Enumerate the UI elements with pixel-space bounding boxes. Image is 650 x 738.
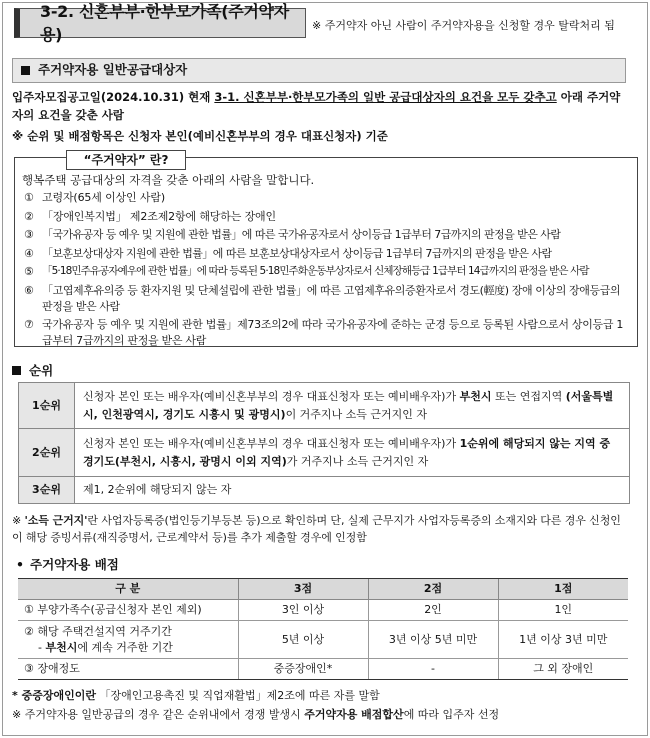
subsection-bar [12,58,626,83]
intro-text-a: 입주자모집공고일(2024.10.31) 현재 [12,90,215,104]
rank-cell: 3순위 [19,477,75,504]
item-text: 「국가유공자 등 예우 및 지원에 관한 법률」에 따른 국가유공자로서 상이등급 1급부터 7급까지의 판정을 받은 사람 [42,228,561,242]
desc-bold: (서울특별시, 인천광역시, 경기도 시흥시 및 광명시) [83,389,614,421]
score-cell: 3인 이상 [238,600,368,621]
item-number: ⑦ [24,318,34,332]
rank-cell: 2순위 [19,429,75,477]
score-cell: 1년 이상 3년 미만 [498,621,628,659]
scoring-title: • 주거약자용 배점 [16,557,119,572]
row-label: ③ 장애정도 [18,659,238,680]
table-header-row [18,579,628,600]
item-number: ⑥ [24,284,34,298]
column-header: 3점 [238,579,368,600]
title-note: ※ 주거약자 아닌 사람이 주거약자용을 신청할 경우 탈락처리 됨 [312,19,615,32]
table-row [18,621,628,659]
definition-label: “주거약자” 란? [66,150,186,170]
item-number: ⑤ [24,265,34,279]
item-text: 「5·18민주유공자예우에 관한 법률」에 따라 등록된 5·18민주화운동부상자로서 신체장해등급 1급부터 14급까지의 판정을 받은 사람 [42,265,589,278]
list-item [24,227,630,243]
intro-text-underlined: 3-1. 신혼부부·한부모가족의 일반 공급대상자의 요건을 모두 갖추고 [214,90,557,104]
footnote-text: 「장애인고용촉진 및 직업재활법」제2조에 따른 자를 말함 [95,689,380,702]
list-item [24,317,630,348]
footnote-selection [12,707,499,723]
section-title-box [14,1,306,44]
footnote-text: ※ 주거약자용 일반공급의 경우 같은 순위내에서 경쟁 발생시 [12,708,305,721]
score-cell: - [368,659,498,680]
score-cell: 1인 [498,600,628,621]
rank-description [75,383,630,429]
ranking-table [18,382,630,504]
row-label-sub [24,640,232,656]
table-row [18,659,628,680]
desc-bold: 1순위에 해당되지 않는 지역 중 경기도(부천시, 시흥시, 광명시 이외 지역) [83,436,611,468]
footnote-bold: * 중증장애인이란 [12,689,96,702]
column-header: 2점 [368,579,498,600]
section-title: 3-2. 신혼부부·한부모가족(주거약자용) [40,1,289,44]
table-row [19,383,630,429]
row-label: ① 부양가족수(공급신청자 본인 제외) [18,600,238,621]
row-label [18,621,238,659]
note-bold-term: '소득 근거지' [24,514,88,527]
desc-text: 또는 연접지역 [491,389,566,403]
table-row [19,477,630,504]
square-bullet-icon [12,366,21,375]
scoring-title-text: 주거약자용 배점 [30,557,119,572]
score-cell: 5년 이상 [238,621,368,659]
desc-text: 신청자 본인 또는 배우자(예비신혼부부의 경우 대표신청자 또는 예비배우자)가 [83,436,460,450]
score-cell: 2인 [368,600,498,621]
item-text: 「고엽제후유의증 등 환자지원 및 단체설립에 관한 법률」에 따른 고엽제후유의증환자로서 경도(輕度) 장애 이상의 장애등급의 판정을 받은 사람 [42,284,621,313]
footnote-bold: 주거약자용 배점합산 [304,708,404,721]
list-item [24,283,630,314]
list-item [24,190,630,206]
list-item [24,264,630,280]
rank-description: 제1, 2순위에 해당되지 않는 자 [75,477,630,504]
intro-text-c: 아래 주거약자의 요건을 갖춘 사람 [12,90,621,123]
criteria-note: ※ 순위 및 배점항목은 신청자 본인(예비신혼부부의 경우 대표신청자) 기준 [12,129,388,143]
row-label-main: ② 해당 주택건설지역 거주기간 [24,624,172,638]
sub-text: 에 계속 거주한 기간 [77,640,173,654]
column-header: 1점 [498,579,628,600]
rank-cell: 1순위 [19,383,75,429]
score-cell: 3년 이상 5년 미만 [368,621,498,659]
score-cell: 그 외 장애인 [498,659,628,680]
table-row [18,600,628,621]
list-item [24,246,630,262]
score-cell: 중증장애인* [238,659,368,680]
item-number: ① [24,191,34,204]
item-number: ③ [24,228,34,242]
list-item [24,209,630,225]
item-text: 고령자(65세 이상인 사람) [42,191,165,204]
footnote-severe-disability [12,688,380,704]
desc-text: 이 거주지나 소득 근거지인 자 [285,407,428,421]
intro-paragraph [12,88,628,125]
item-text: 국가유공자 등 예우 및 지원에 관한 법률」제73조의2에 따라 국가유공자에 준하는 군경 등으로 등록된 사람으로서 상이등급 1급부터 7급까지의 판정을 받은 사람 [42,318,624,347]
desc-text: 신청자 본인 또는 배우자(예비신혼부부의 경우 대표신청자 또는 예비배우자)가 [83,389,460,403]
ranking-note: ※ '소득 근거지'란 사업자등록증(법인등기부등본 등)으로 확인하며 단, 실제 근무지가 사업자등록증의 소재지와 다른 경우 신청인이 해당 증빙서류(재직증명서, 근로계약서 등)를 추가 제출할 경우에 인정함 [12,514,621,545]
rank-description [75,429,630,477]
subsection-title: 주거약자용 일반공급대상자 [38,62,188,78]
scoring-table [18,578,628,680]
item-text: 「장애인복지법」 제2조제2항에 해당하는 장애인 [42,209,277,223]
ranking-title [12,362,53,380]
table-row [19,429,630,477]
ranking-title-text: 순위 [29,363,54,378]
sub-bold: 부천시 [45,640,78,654]
note-text: 란 사업자등록증(법인등기부등본 등)으로 확인하며 단, 실제 근무지가 사업자등록증의 소재지와 다른 경우 신청인이 해당 증빙서류(재직증명서, 근로계약서 등)를 추가 제출할 경우에 인정함 [12,514,621,545]
definition-list [24,190,630,351]
footnote-text: 에 따라 입주자 선정 [403,708,500,721]
square-bullet-icon [21,66,30,75]
item-number: ④ [24,246,34,260]
definition-intro: 행복주택 공급대상의 자격을 갖춘 아래의 사람을 말합니다. [22,173,315,187]
sub-text: - [38,640,46,654]
item-number: ② [24,209,34,223]
column-header: 구 분 [18,579,238,600]
item-text: 「보훈보상대상자 지원에 관한 법률」에 따른 보훈보상대상자로서 상이등급 1급부터 7급까지의 판정을 받은 사람 [42,246,552,260]
desc-text: 가 거주지나 소득 근거지인 자 [286,454,429,468]
desc-bold: 부천시 [459,389,492,403]
